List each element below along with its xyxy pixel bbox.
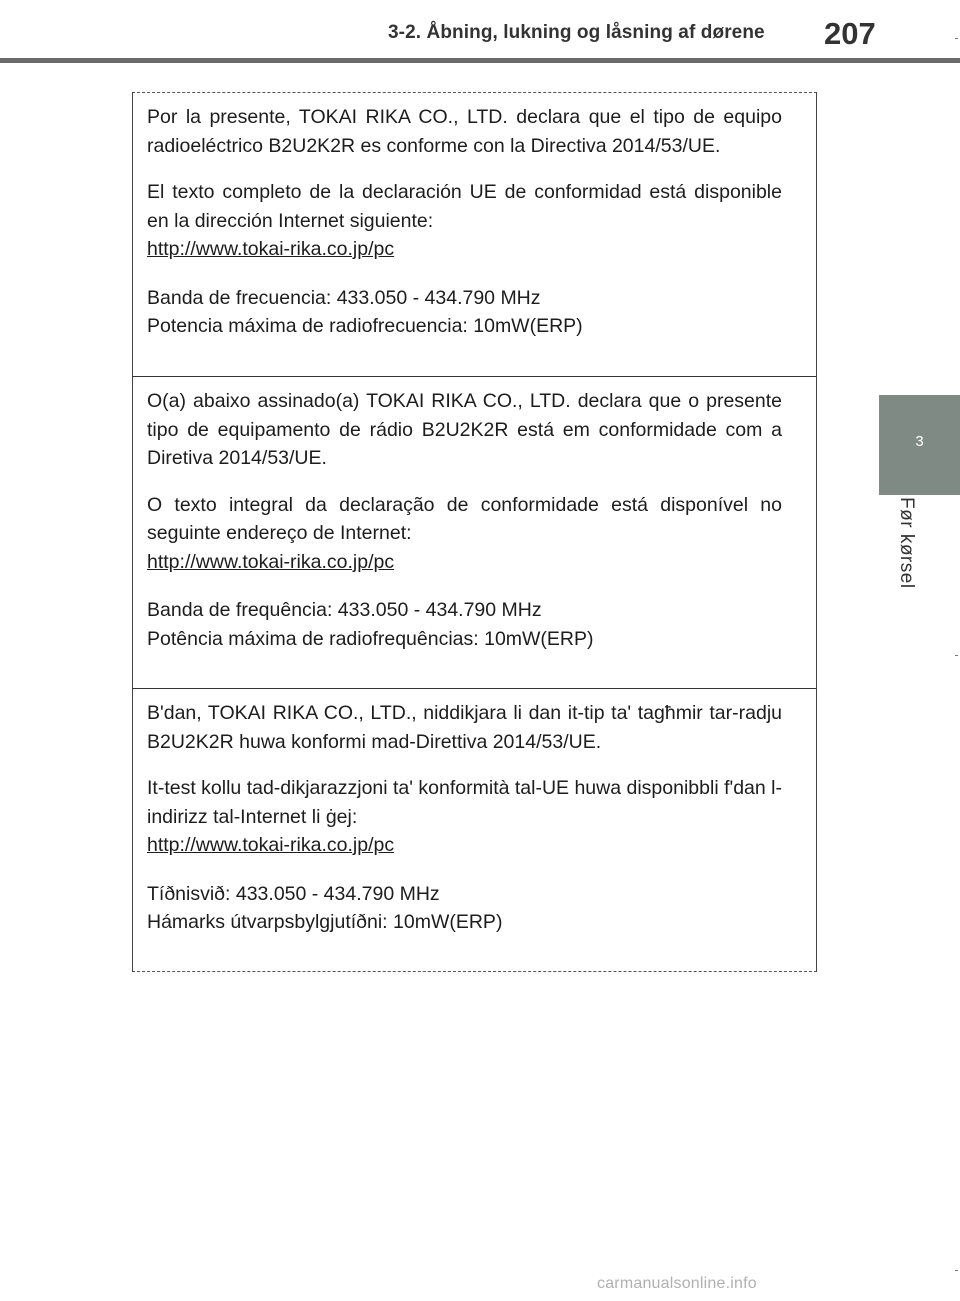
- availability-text: O texto integral da declaração de conformidade está disponível no seguinte endereço de Internet:: [147, 493, 782, 544]
- max-power: Hámarks útvarpsbylgjutíðni: 10mW(ERP): [147, 911, 503, 933]
- declaration-maltese: [132, 688, 817, 972]
- chapter-label: Før kørsel: [896, 497, 917, 589]
- declaration-text: O(a) abaixo assinado(a) TOKAI RIKA CO., LTD. declara que o presente tipo de equipamento de rádio B2U2K2R está em conformidade com a Diretiva 2014/53/UE.: [147, 390, 782, 469]
- header-rule: [0, 58, 960, 63]
- margin-tick: [955, 38, 958, 39]
- declaration-link[interactable]: http://www.tokai-rika.co.jp/pc: [147, 550, 395, 573]
- declaration-text: B'dan, TOKAI RIKA CO., LTD., niddikjara li dan it-tip ta' tagħmir tar-radju B2U2K2R huwa konformi mad-Direttiva 2014/53/UE.: [147, 702, 782, 753]
- declaration-text: Por la presente, TOKAI RIKA CO., LTD. declara que el tipo de equipo radioeléctrico B2U2K2R es conforme con la Directiva 2014/53/UE.: [147, 106, 782, 157]
- declaration-link[interactable]: http://www.tokai-rika.co.jp/pc: [147, 238, 395, 260]
- declaration-spanish: [132, 92, 817, 376]
- page-number: 207: [824, 16, 876, 51]
- availability-text: El texto completo de la declaración UE de conformidad está disponible en la dirección Internet siguiente:: [147, 181, 782, 232]
- declaration-portuguese: [132, 376, 817, 688]
- frequency-band: Banda de frequência: 433.050 - 434.790 MHz: [147, 599, 542, 621]
- margin-tick: [955, 655, 958, 656]
- frequency-band: Tíðnisvið: 433.050 - 434.790 MHz: [147, 882, 440, 905]
- max-power: Potencia máxima de radiofrecuencia: 10mW(ERP): [147, 315, 583, 337]
- frequency-band: Banda de frecuencia: 433.050 - 434.790 MHz: [147, 286, 541, 309]
- declaration-link[interactable]: http://www.tokai-rika.co.jp/pc: [147, 834, 395, 856]
- chapter-number: 3: [915, 433, 924, 450]
- footer-watermark: carmanualsonline.info: [597, 1275, 757, 1292]
- page-header-title: 3-2. Åbning, lukning og låsning af dørene: [388, 22, 765, 43]
- chapter-tab[interactable]: [879, 395, 960, 495]
- margin-tick: [955, 1270, 958, 1271]
- availability-text: It-test kollu tad-dikjarazzjoni ta' konformità tal-UE huwa disponibbli f'dan l-indirizz tal-Internet li ġej:: [147, 777, 782, 828]
- max-power: Potência máxima de radiofrequências: 10mW(ERP): [147, 627, 594, 650]
